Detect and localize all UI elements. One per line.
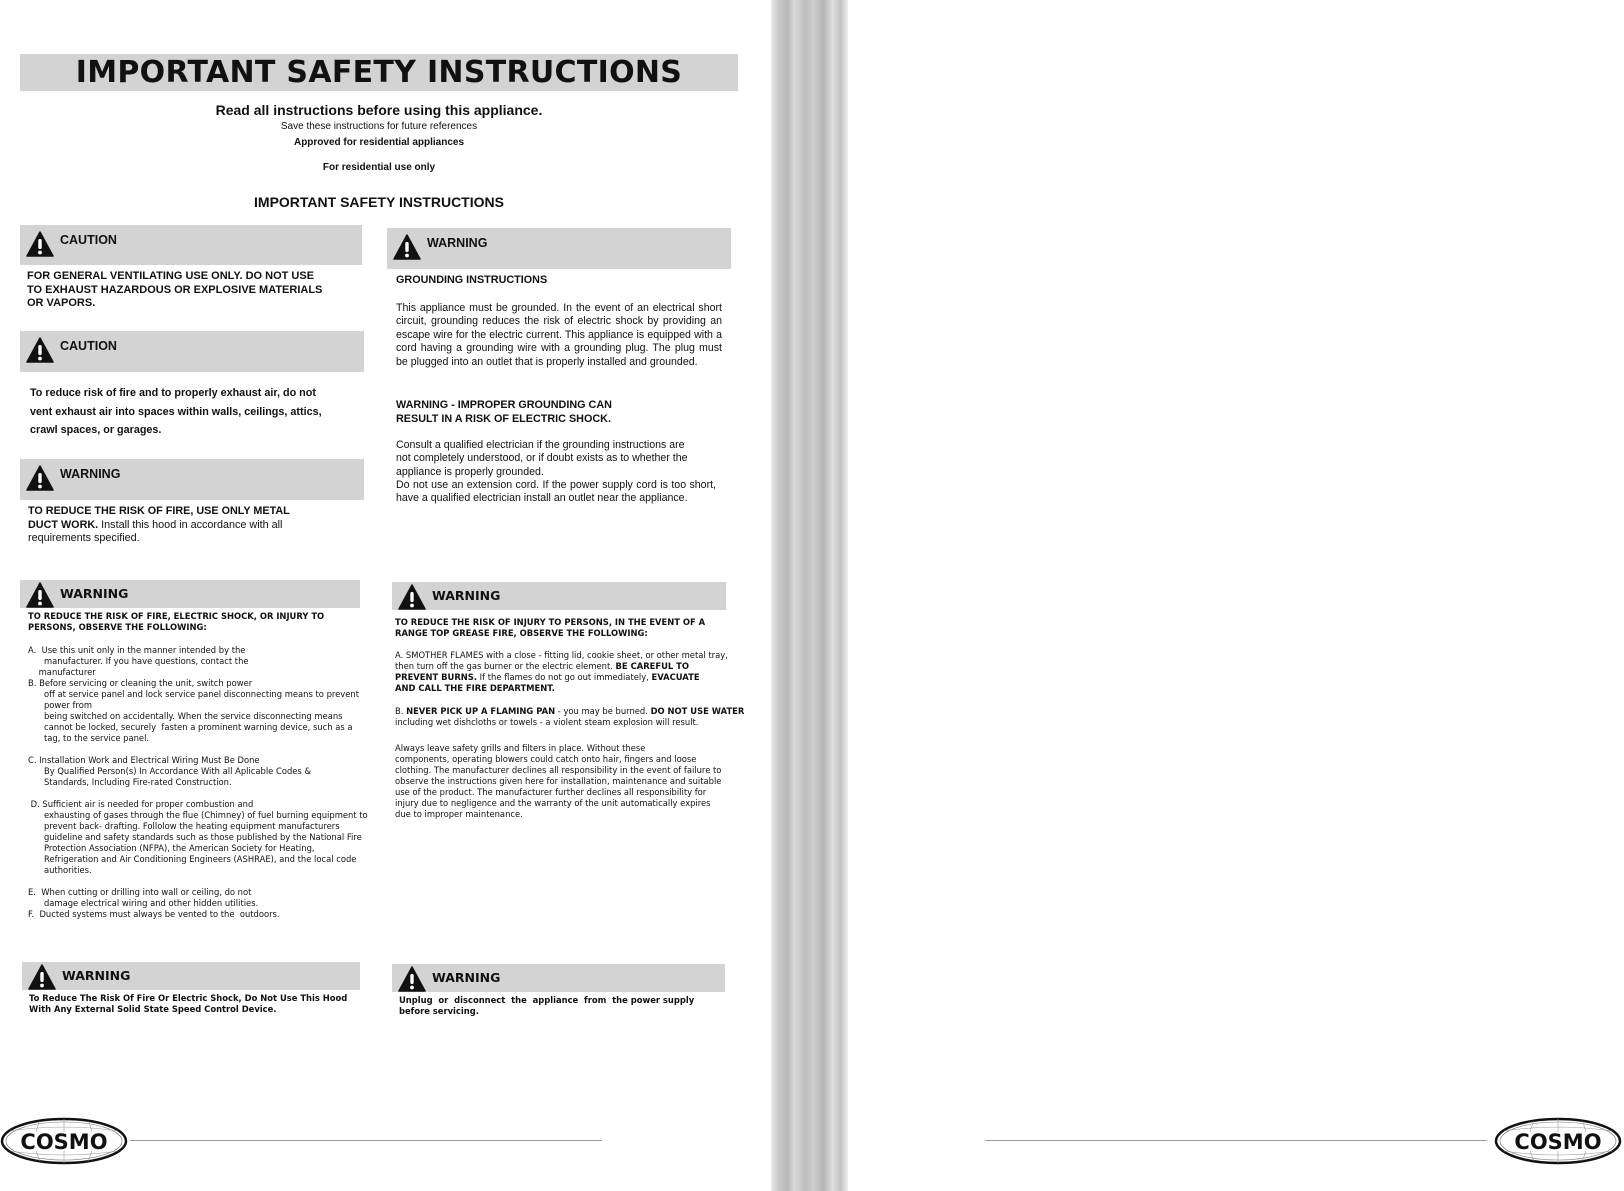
title-banner xyxy=(20,54,738,91)
warning-triangle-icon xyxy=(26,582,54,608)
grounding-paragraph: This appliance must be grounded. In the event of an electrical short circuit, grounding reduces the risk of electric shock by providing an escape wire for the electric current. This appliance is equipped with a cord having a grounding wire with a grounding plug. The plug must be plugged into an outlet that is properly installed and grounded. xyxy=(396,302,722,368)
warning-list-observe xyxy=(28,645,388,920)
list-item: manufacturer xyxy=(28,667,96,677)
list-item: damage electrical wiring and other hidden utilities. xyxy=(28,898,259,908)
grounding-consult: Consult a qualified electrician if the grounding instructions are not completely understood, or if doubt exists as to whether the appliance is properly grounded. xyxy=(396,439,688,478)
page-title: IMPORTANT SAFETY INSTRUCTIONS xyxy=(75,55,683,90)
warning-header-speed-control xyxy=(22,962,360,990)
grease-fire-item-a: A. SMOTHER FLAMES with a close - fitting lid, cookie sheet, or other metal tray, then turn off the gas burner or the electric element. BE CAREFUL TO PREVENT BURNS. If the flames do not go out immediately, EVACUATE AND CALL THE FIRE DEPARTMENT. xyxy=(395,650,728,693)
logo-text: COSMO xyxy=(20,1130,108,1154)
list-item: F. Ducted systems must always be vented to the outdoors. xyxy=(28,909,280,919)
caution-header-1 xyxy=(20,225,362,265)
warning-label: WARNING xyxy=(432,970,501,985)
warning-header-metal-duct xyxy=(20,459,364,500)
warning-text-unplug: Unplug or disconnect the appliance from the power supply before servicing. xyxy=(399,995,695,1016)
list-item: tag, to the service panel. xyxy=(28,733,150,743)
cosmo-logo-right xyxy=(1494,1117,1622,1165)
warning-label: WARNING xyxy=(62,968,131,983)
extension-cord-paragraph: Do not use an extension cord. If the power supply cord is too short, have a qualified electrician install an outlet near the appliance. xyxy=(396,479,716,505)
residential-note: For residential use only xyxy=(322,162,436,173)
list-item: power from xyxy=(28,700,93,710)
save-note: Save these instructions for future references xyxy=(280,121,478,132)
warning-label: WARNING xyxy=(60,467,121,481)
grounding-warning: WARNING - IMPROPER GROUNDING CAN RESULT IN A RISK OF ELECTRIC SHOCK. xyxy=(396,399,612,425)
list-item: Standards, Including Fire-rated Construction. xyxy=(28,777,232,787)
safety-grills-paragraph: Always leave safety grills and filters in place. Without these components, operating blowers could catch onto hair, fingers and loose clothing. The manufacturer declines all responsibility in the event of failure to observe the instructions given here for installation, maintenance and suitable use of the product. The manufacturer further declines all responsibility for injury due to negligence and the warranty of the unit automatically expires due to improper maintenance. xyxy=(395,743,722,819)
list-item: cannot be locked, securely fasten a prominent warning device, such as a xyxy=(28,722,353,732)
warning-header-observe xyxy=(20,580,360,608)
warning-text-metal-duct: TO REDUCE THE RISK OF FIRE, USE ONLY METAL DUCT WORK. Install this hood in accordance with all requirements specified. xyxy=(28,505,290,544)
caution-header-2 xyxy=(20,331,364,372)
list-item: E. When cutting or drilling into wall or ceiling, do not xyxy=(28,887,252,897)
list-item: manufacturer. If you have questions, contact the xyxy=(28,656,249,666)
list-item: guideline and safety standards such as those published by the National Fire xyxy=(28,832,362,842)
caution-text-1: FOR GENERAL VENTILATING USE ONLY. DO NOT USE TO EXHAUST HAZARDOUS OR EXPLOSIVE MATERIALS OR VAPORS. xyxy=(27,270,323,309)
list-item: Protection Association (NFPA), the American Society for Heating, xyxy=(28,843,315,853)
warning-triangle-icon xyxy=(26,337,54,363)
approved-note: Approved for residential appliances xyxy=(293,137,465,148)
warning-label: WARNING xyxy=(432,588,501,603)
grease-fire-item-b: B. NEVER PICK UP A FLAMING PAN - you may be burned. DO NOT USE WATER including wet dishcloths or towels - a violent steam explosion will result. xyxy=(395,706,745,727)
warning-text-speed-control: To Reduce The Risk Of Fire Or Electric Shock, Do Not Use This Hood With Any External Solid State Speed Control Device. xyxy=(29,993,348,1014)
list-item: being switched on accidentally. When the service disconnecting means xyxy=(28,711,343,721)
list-item: Refrigeration and Air Conditioning Engineers (ASHRAE), and the local code xyxy=(28,854,357,864)
footer-rule-left xyxy=(130,1140,602,1141)
warning-triangle-icon xyxy=(393,234,421,260)
caution-label: CAUTION xyxy=(60,233,117,247)
warning-triangle-icon xyxy=(26,465,54,491)
warning-triangle-icon xyxy=(26,231,54,257)
book-spine xyxy=(771,0,848,1191)
read-all-note: Read all instructions before using this appliance. xyxy=(215,102,543,118)
warning-header-grease-fire xyxy=(392,582,726,610)
warning-header-unplug xyxy=(392,964,725,992)
warning-header-grounding xyxy=(387,228,731,269)
warning-triangle-icon xyxy=(398,584,426,610)
section-title: IMPORTANT SAFETY INSTRUCTIONS xyxy=(254,194,504,210)
warning-triangle-icon xyxy=(28,964,56,990)
warning-label: WARNING xyxy=(427,236,488,250)
list-item: D. Sufficient air is needed for proper combustion and xyxy=(28,799,254,809)
list-item xyxy=(28,744,388,755)
list-item: prevent back- drafting. Follolow the heating equipment manufacturers xyxy=(28,821,340,831)
list-item xyxy=(28,876,388,887)
logo-text: COSMO xyxy=(1514,1130,1602,1154)
list-item: A. Use this unit only in the manner intended by the xyxy=(28,645,246,655)
warning-heading-observe: TO REDUCE THE RISK OF FIRE, ELECTRIC SHOCK, OR INJURY TO PERSONS, OBSERVE THE FOLLOWING: xyxy=(28,611,325,632)
list-item: authorities. xyxy=(28,865,92,875)
grounding-heading: GROUNDING INSTRUCTIONS xyxy=(396,274,548,286)
list-item: off at service panel and lock service panel disconnecting means to prevent xyxy=(28,689,359,699)
list-item: C. Installation Work and Electrical Wiring Must Be Done xyxy=(28,755,260,765)
footer-rule-right xyxy=(985,1140,1487,1141)
warning-triangle-icon xyxy=(398,966,426,992)
list-item: By Qualified Person(s) In Accordance With all Aplicable Codes & xyxy=(28,766,311,776)
list-item xyxy=(28,788,388,799)
caution-label: CAUTION xyxy=(60,339,117,353)
warning-label: WARNING xyxy=(60,586,129,601)
list-item: B. Before servicing or cleaning the unit, switch power xyxy=(28,678,253,688)
grease-fire-heading: TO REDUCE THE RISK OF INJURY TO PERSONS, IN THE EVENT OF A RANGE TOP GREASE FIRE, OBSERVE THE FOLLOWING: xyxy=(395,617,706,638)
list-item: exhausting of gases through the flue (Chimney) of fuel burning equipment to xyxy=(28,810,368,820)
cosmo-logo-left xyxy=(0,1117,128,1165)
caution-text-2: To reduce risk of fire and to properly exhaust air, do not vent exhaust air into spaces within walls, ceilings, attics, crawl spaces, or garages. xyxy=(30,387,322,436)
